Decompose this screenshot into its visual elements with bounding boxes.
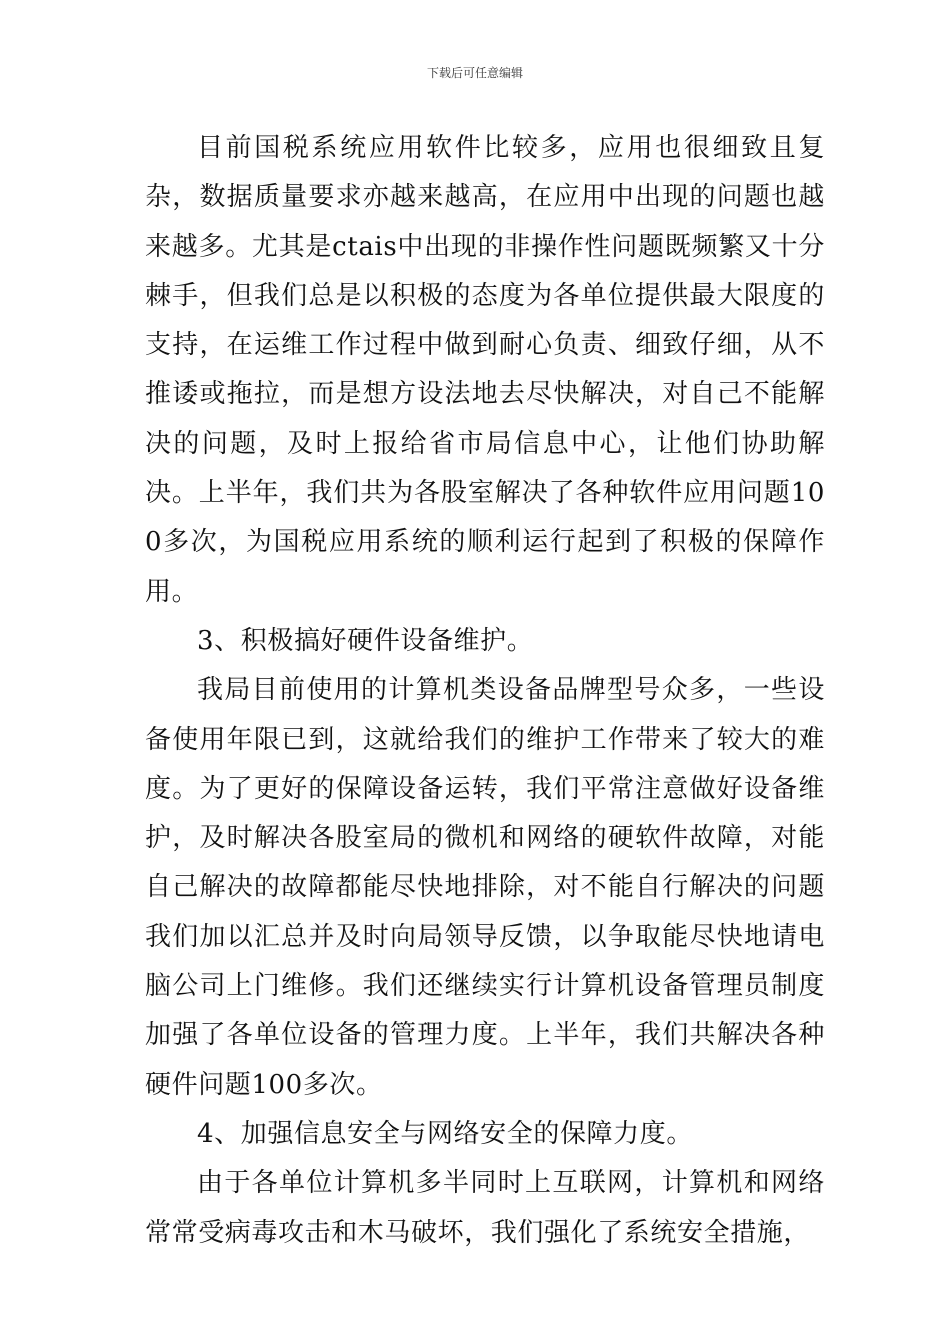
paragraph-hardware-maintenance: 我局目前使用的计算机类设备品牌型号众多，一些设备使用年限已到，这就给我们的维护工作带来了较大的难度。为了更好的保障设备运转，我们平常注意做好设备维护，及时解决各股室局的微机和网络的硬软件故障，对能自己解决的故障都能尽快地排除，对不能自行解决的问题我们加以汇总并及时向局领导反馈，以争取能尽快地请电脑公司上门维修。我们还继续实行计算机设备管理员制度加强了各单位设备的管理力度。上半年，我们共解决各种硬件问题100多次。: [145, 675, 825, 1100]
document-body: [145, 124, 825, 1258]
page-header: 下载后可任意编辑: [426, 66, 523, 80]
heading-hardware-maintenance: 3、积极搞好硬件设备维护。: [197, 625, 534, 656]
heading-network-security: 4、加强信息安全与网络安全的保障力度。: [197, 1118, 693, 1149]
paragraph-network-security: 由于各单位计算机多半同时上互联网，计算机和网络常常受病毒攻击和木马破坏，我们强化了系统安全措施，: [145, 1168, 825, 1248]
paragraph-software-support: 目前国税系统应用软件比较多，应用也很细致且复杂，数据质量要求亦越来越高，在应用中出现的问题也越来越多。尤其是ctais中出现的非操作性问题既频繁又十分棘手，但我们总是以积极的态度为各单位提供最大限度的支持，在运维工作过程中做到耐心负责、细致仔细，从不推诿或拖拉，而是想方设法地去尽快解决，对自己不能解决的问题，及时上报给省市局信息中心，让他们协助解决。上半年，我们共为各股室解决了各种软件应用问题100多次，为国税应用系统的顺利运行起到了积极的保障作用。: [145, 133, 825, 607]
